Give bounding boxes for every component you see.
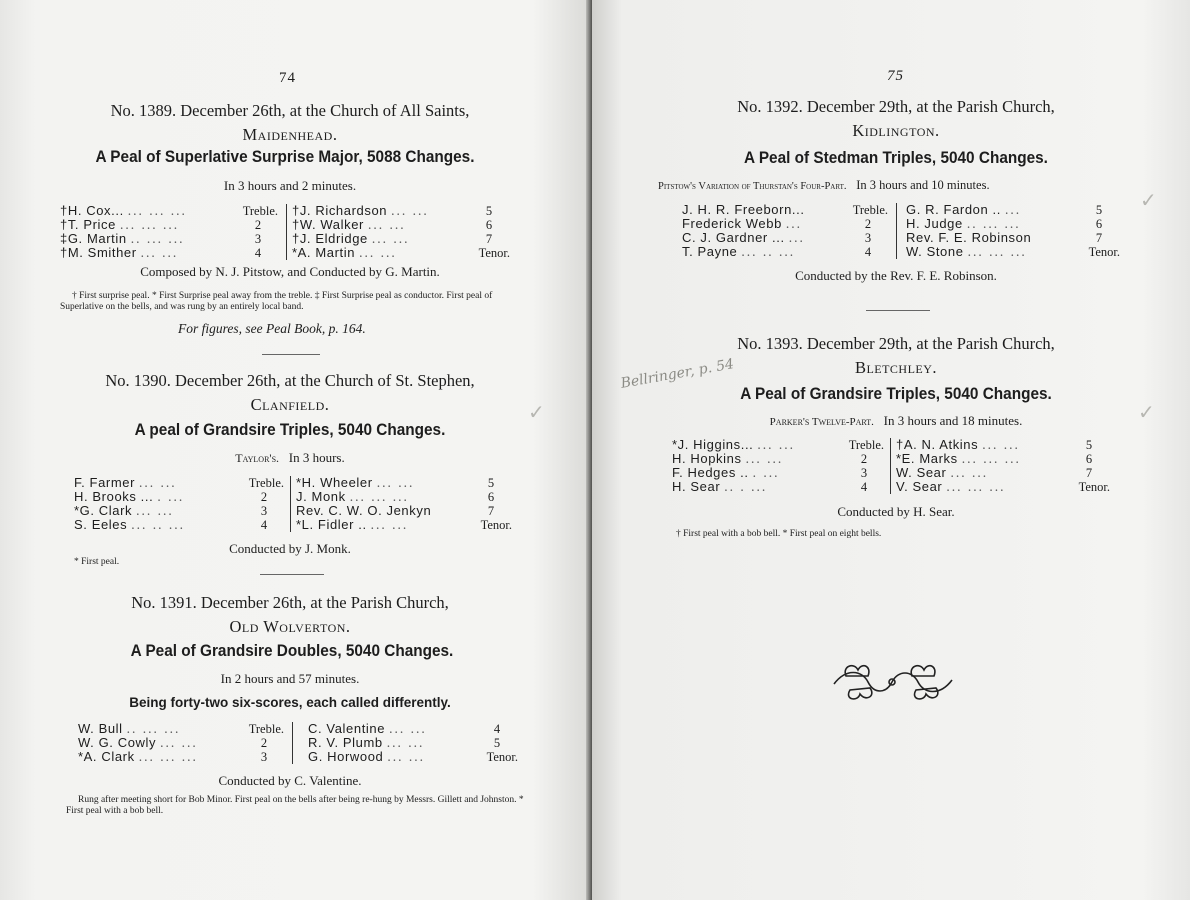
ringer-row: H. Sear .. . ... 4 [672, 479, 868, 494]
band-column-right [896, 438, 1110, 494]
ringer-row: Rev. C. W. O. Jenkyn 7 [296, 503, 495, 518]
band-column-right [308, 722, 518, 764]
peal-header-line: No. 1392. December 29th, at the Parish Church, [737, 97, 1055, 116]
duration: In 3 hours and 18 minutes. [883, 413, 1023, 428]
handwritten-annotation: Bellringer, p. 54 [619, 356, 736, 392]
peal-1393-band [672, 438, 1118, 494]
peal-1393-timing [646, 413, 1146, 429]
peal-1392-title: A Peal of Stedman Triples, 5040 Changes. [744, 149, 1048, 167]
pencil-tick-mark: ✓ [1140, 188, 1157, 212]
band-column-right [292, 204, 510, 260]
ringer-row: V. Sear ... ... ... Tenor. [896, 479, 1110, 494]
band-column-left [60, 204, 278, 260]
peal-1393-title: A Peal of Grandsire Triples, 5040 Changes. [740, 385, 1052, 403]
page-number: 74 [279, 70, 296, 86]
peal-1390-title: A peal of Grandsire Triples, 5040 Changes. [134, 421, 446, 439]
peal-1391-conducted: Conducted by C. Valentine. [218, 773, 362, 788]
ringer-row: *A. Martin ... ... Tenor. [292, 245, 510, 260]
ringer-row: †T. Price ... ... ... 2 [60, 217, 262, 232]
band-column-right [906, 203, 1120, 259]
ringer-row: H. Brooks ... . ... 2 [74, 489, 268, 504]
peal-1393-conducted: Conducted by H. Sear. [837, 504, 955, 519]
peal-1391-title: A Peal of Grandsire Doubles, 5040 Changes. [130, 642, 454, 660]
ringer-row: †M. Smither ... ... 4 [60, 245, 262, 260]
peal-1389-title: A Peal of Superlative Surprise Major, 5088 Changes. [95, 148, 475, 166]
ringer-row: T. Payne ... .. ... 4 [682, 244, 872, 259]
ringer-row: W. Bull .. ... ... Treble. [78, 721, 284, 736]
band-divider [290, 476, 291, 532]
peal-place: Clanfield. [250, 395, 330, 414]
peal-1390-conducted: Conducted by J. Monk. [229, 541, 351, 556]
peal-header-line: No. 1393. December 29th, at the Parish Church, [737, 334, 1055, 353]
peal-header-line: No. 1391. December 26th, at the Parish Church, [131, 593, 449, 612]
peal-1391-timing: In 2 hours and 57 minutes. [220, 671, 360, 686]
ringer-row: *J. Higgins... ... ... Treble. [672, 437, 884, 452]
peal-header-line: No. 1390. December 26th, at the Church of St. Stephen, [105, 371, 475, 390]
peal-1391-detail: Being forty-two six-scores, each called differently. [129, 695, 451, 710]
band-divider [286, 204, 287, 260]
ringer-row: Rev. F. E. Robinson 7 [906, 230, 1103, 245]
ringer-row: H. Judge .. ... ... 6 [906, 216, 1103, 231]
pencil-tick-mark: ✓ [528, 400, 545, 424]
pencil-tick-mark: ✓ [1138, 400, 1155, 424]
peal-place: Bletchley. [854, 358, 938, 377]
ringer-row: S. Eeles ... .. ... 4 [74, 517, 268, 532]
band-column-left [74, 476, 284, 532]
band-column-left [682, 203, 888, 259]
ringer-row: †A. N. Atkins ... ... 5 [896, 437, 1093, 452]
peal-place: Kidlington. [852, 121, 940, 140]
ringer-row: C. J. Gardner ... ... 3 [682, 230, 872, 245]
ringer-row: F. Hedges .. . ... 3 [672, 465, 868, 480]
ringer-row: †W. Walker ... ... 6 [292, 217, 493, 232]
peal-1392-band [682, 203, 1122, 259]
peal-place: Maidenhead. [242, 125, 338, 144]
peal-1391-band [78, 722, 524, 764]
band-divider [292, 722, 293, 764]
ringer-row: W. Sear ... ... 7 [896, 465, 1093, 480]
peal-1389-conducted: Composed by N. J. Pitstow, and Conducted by G. Martin. [140, 264, 440, 279]
duration: In 3 hours and 10 minutes. [856, 178, 990, 192]
page-number: 75 [887, 68, 904, 84]
band-divider [890, 438, 891, 494]
band-divider [896, 203, 897, 259]
section-rule [262, 354, 320, 355]
ringer-row: *G. Clark ... ... 3 [74, 503, 268, 518]
peal-1390-band [74, 476, 524, 532]
left-page [0, 0, 592, 900]
ringer-row: *L. Fidler .. ... ... Tenor. [296, 517, 512, 532]
peal-1391-header [40, 591, 540, 639]
ringer-row: F. Farmer ... ... Treble. [74, 475, 284, 490]
band-column-right [296, 476, 512, 532]
peal-1389-timing: In 3 hours and 2 minutes. [223, 178, 357, 193]
peal-place: Old Wolverton. [229, 617, 351, 636]
peal-1389-band [60, 204, 520, 260]
band-column-left [672, 438, 884, 494]
composition-name: Taylor's. [235, 451, 280, 465]
composition-name: Pitstow's Variation of Thurstan's Four-Part. [658, 181, 847, 192]
ringer-row: *E. Marks ... ... ... 6 [896, 451, 1093, 466]
ringer-row: H. Hopkins ... ... 2 [672, 451, 868, 466]
ringer-row: †H. Cox... ... ... ... Treble. [60, 203, 278, 218]
ringer-row: *A. Clark ... ... ... 3 [78, 749, 268, 764]
peal-1390-footnote: * First peal. [74, 557, 120, 567]
ringer-row: W. Stone ... ... ... Tenor. [906, 244, 1120, 259]
ringer-row: J. H. R. Freeborn... Treble. [682, 202, 888, 217]
ringer-row: W. G. Cowly ... ... 2 [78, 735, 268, 750]
ringer-row: †J. Eldridge ... ... 7 [292, 231, 493, 246]
ringer-row: R. V. Plumb ... ... 5 [308, 735, 501, 750]
ringer-row: J. Monk ... ... ... 6 [296, 489, 495, 504]
peal-1389-header [40, 99, 540, 147]
duration: In 3 hours. [288, 450, 345, 465]
peal-1392-timing [658, 177, 1128, 193]
ringer-row: C. Valentine ... ... 4 [308, 721, 501, 736]
band-column-left [78, 722, 284, 764]
ringer-row: G. R. Fardon .. ... 5 [906, 202, 1103, 217]
peal-1391-footnote: Rung after meeting short for Bob Minor. First peal on the bells after being re-hung by Messrs. Gillett and Johnston. * First peal with a bob bell. [66, 795, 524, 816]
floral-ornament-icon [828, 660, 958, 704]
ringer-row: G. Horwood ... ... Tenor. [308, 749, 518, 764]
section-rule [866, 310, 930, 311]
peal-1392-header [646, 95, 1146, 143]
peal-1389-footnote: † First surprise peal. * First Surprise peal away from the treble. ‡ First Surprise peal as conductor. First peal of Superlative on the bells, and was rung by an entirely local band. [60, 291, 493, 312]
ringer-row: *H. Wheeler ... ... 5 [296, 475, 495, 490]
peal-1393-footnote: † First peal with a bob bell. * First peal on eight bells. [676, 529, 882, 539]
peal-1390-timing [40, 450, 540, 466]
right-page [592, 0, 1190, 900]
peal-1390-header [40, 369, 540, 417]
ringer-row: Frederick Webb ... 2 [682, 216, 872, 231]
peal-header-line: No. 1389. December 26th, at the Church of All Saints, [110, 101, 470, 120]
peal-1392-conducted: Conducted by the Rev. F. E. Robinson. [795, 268, 997, 283]
ringer-row: ‡G. Martin .. ... ... 3 [60, 231, 262, 246]
composition-name: Parker's Twelve-Part. [769, 416, 874, 428]
section-rule [260, 574, 324, 575]
ringer-row: †J. Richardson ... ... 5 [292, 203, 493, 218]
peal-1389-figures-ref: For figures, see Peal Book, p. 164. [178, 321, 366, 336]
